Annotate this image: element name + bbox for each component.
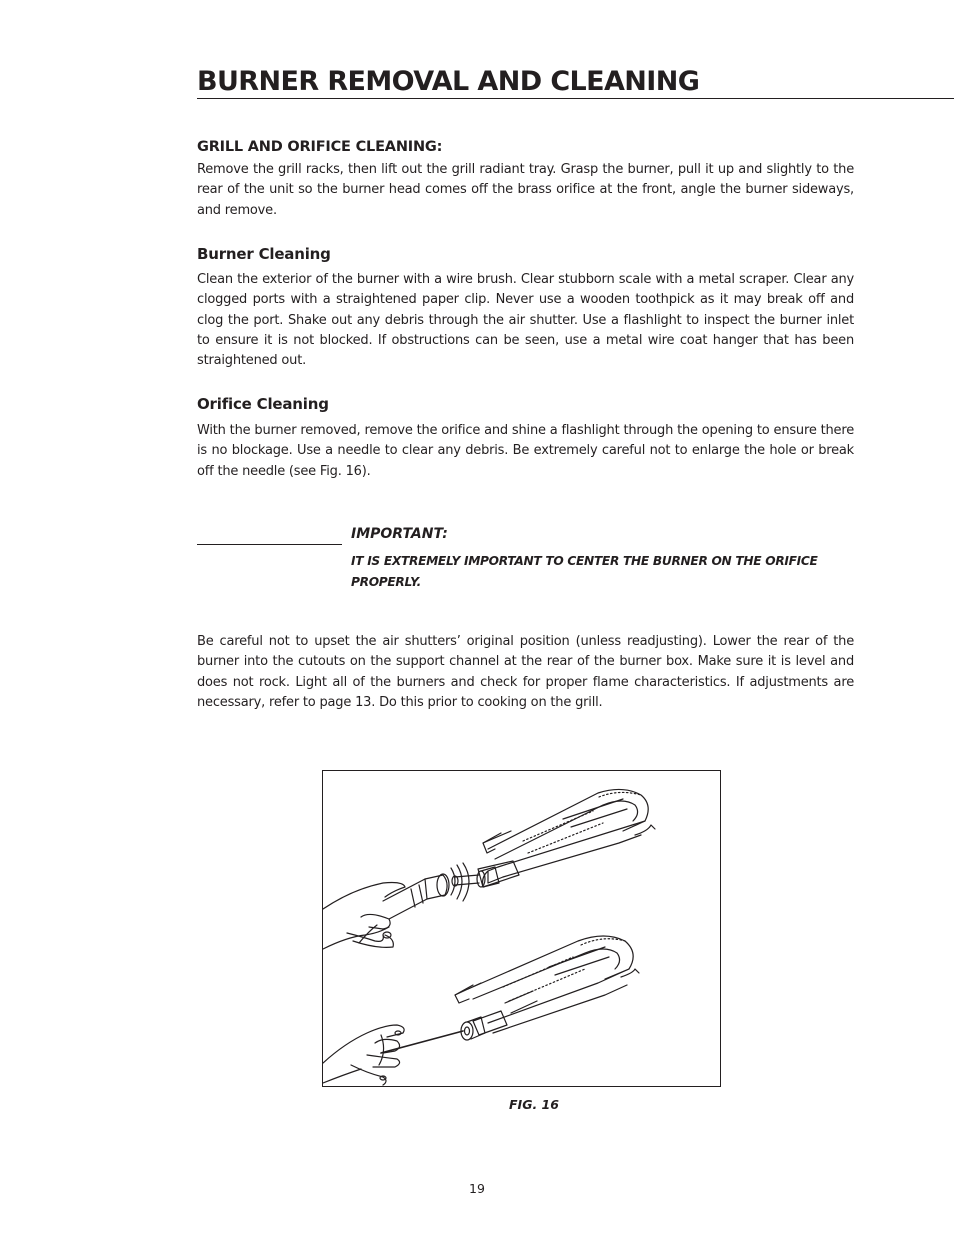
light-beam-icon	[451, 863, 469, 901]
title-underline	[197, 98, 954, 99]
orifice-icon	[461, 1017, 485, 1040]
burner-cleaning-paragraph: Clean the exterior of the burner with a wire brush. Clear stubborn scale with a metal scraper. Clear any clogged ports with a straightened paper clip. Never use a wooden toothpick as it may break off and clog the port. Shake out any debris through the air shutter. Use a flashlight to inspect the burner inlet to ensure it is not blocked. If obstructions can be seen, use a metal wire coat hanger that has been straightened out.	[197, 272, 854, 369]
important-heading: IMPORTANT:	[351, 526, 448, 542]
important-rule	[197, 544, 342, 545]
flashlight-icon	[383, 874, 449, 919]
figure-caption: FIG. 16	[509, 1097, 559, 1112]
orifice-cleaning-paragraph: With the burner removed, remove the orifice and shine a flashlight through the opening to ensure there is no blockage. Use a needle to clear any debris. Be extremely careful not to enlarge the hole or break off the needle (see Fig. 16).	[197, 423, 854, 479]
needle-icon	[381, 1031, 463, 1053]
grill-orifice-heading: GRILL AND ORIFICE CLEANING:	[197, 139, 443, 155]
page-title: BURNER REMOVAL AND CLEANING	[197, 66, 700, 97]
burner-cleaning-heading: Burner Cleaning	[197, 245, 331, 263]
grill-orifice-paragraph: Remove the grill racks, then lift out the grill radiant tray. Grasp the burner, pull it up and slightly to the rear of the unit so the burner head comes off the brass orifice at the front, angle the burner sideways, and remove.	[197, 162, 854, 218]
orifice-cleaning-heading: Orifice Cleaning	[197, 395, 329, 413]
page-number: 19	[469, 1181, 485, 1196]
reinstall-paragraph: Be careful not to upset the air shutters’ original position (unless readjusting). Lower the rear of the burner into the cutouts on the support channel at the rear of the burner box. Make sure it is level and does not rock. Light all of the burners and check for proper flame characteristics. If adjustments are necessary, refer to page 13. Do this prior to cooking on the grill.	[197, 634, 854, 710]
burner-icon	[455, 936, 639, 1035]
burner-icon	[478, 789, 655, 887]
figure-16	[322, 770, 721, 1087]
important-text: IT IS EXTREMELY IMPORTANT TO CENTER THE BURNER ON THE ORIFICE PROPERLY.	[351, 554, 818, 589]
hand-icon	[323, 883, 405, 950]
hand-icon	[323, 1025, 404, 1085]
